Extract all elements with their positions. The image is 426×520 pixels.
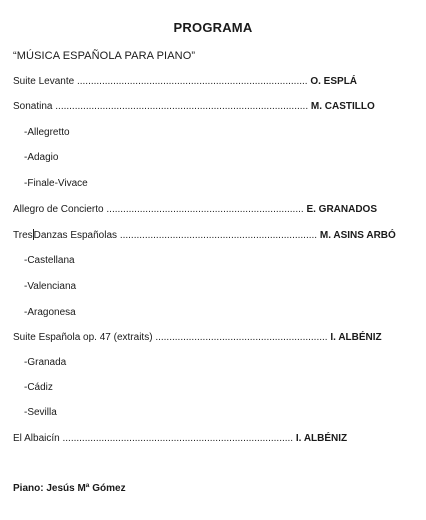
work-title: Sonatina (13, 101, 53, 112)
movement-item: -Finale-Vivace (24, 178, 88, 189)
composer-name: I. ALBÉNIZ (330, 332, 382, 343)
page-title: PROGRAMA (173, 20, 253, 35)
movement-item: -Valenciana (24, 281, 77, 292)
composer-name: M. CASTILLO (310, 101, 375, 112)
movement-item: -Sevilla (24, 407, 57, 418)
movement-item: -Adagio (24, 152, 59, 163)
composer-name: M. ASINS ARBÓ (319, 230, 396, 241)
leader-dots: ................................................................................... (76, 76, 308, 87)
program-item-el-albaicin (13, 432, 347, 445)
performer-credit: Piano: Jesús Mª Gómez (13, 483, 126, 494)
concert-subtitle: “MÚSICA ESPAÑOLA PARA PIANO” (13, 50, 196, 62)
work-title: Allegro de Concierto (13, 204, 104, 215)
leader-dots: ....................................................................... (106, 204, 304, 215)
composer-name: I. ALBÉNIZ (295, 433, 348, 444)
program-item-suite-espanola (13, 331, 382, 344)
work-title: El Albaicín (13, 433, 60, 444)
movement-item: -Castellana (24, 255, 75, 266)
work-title-part: Tres (13, 230, 33, 241)
program-item-allegro-de-concierto (13, 203, 377, 216)
program-item-sonatina (13, 100, 375, 113)
movement-item: -Allegretto (24, 127, 70, 138)
leader-dots: ....................................................................... (119, 230, 318, 241)
program-item-tres-danzas (13, 229, 396, 242)
composer-name: E. GRANADOS (306, 204, 377, 215)
work-title: Suite Levante (13, 76, 75, 87)
movement-item: -Granada (24, 357, 67, 368)
movement-item: -Cádiz (24, 382, 53, 393)
leader-dots: ................................................................................... (62, 433, 294, 444)
leader-dots: ........................................................................................... (55, 101, 309, 112)
leader-dots: .............................................................. (155, 332, 328, 343)
movement-item: -Aragonesa (24, 307, 76, 318)
program-item-suite-levante (13, 75, 357, 88)
composer-name: O. ESPLÁ (310, 76, 358, 87)
work-title-part: Danzas Españolas (33, 230, 118, 241)
work-title: Suite Española op. 47 (extraits) (13, 332, 153, 343)
